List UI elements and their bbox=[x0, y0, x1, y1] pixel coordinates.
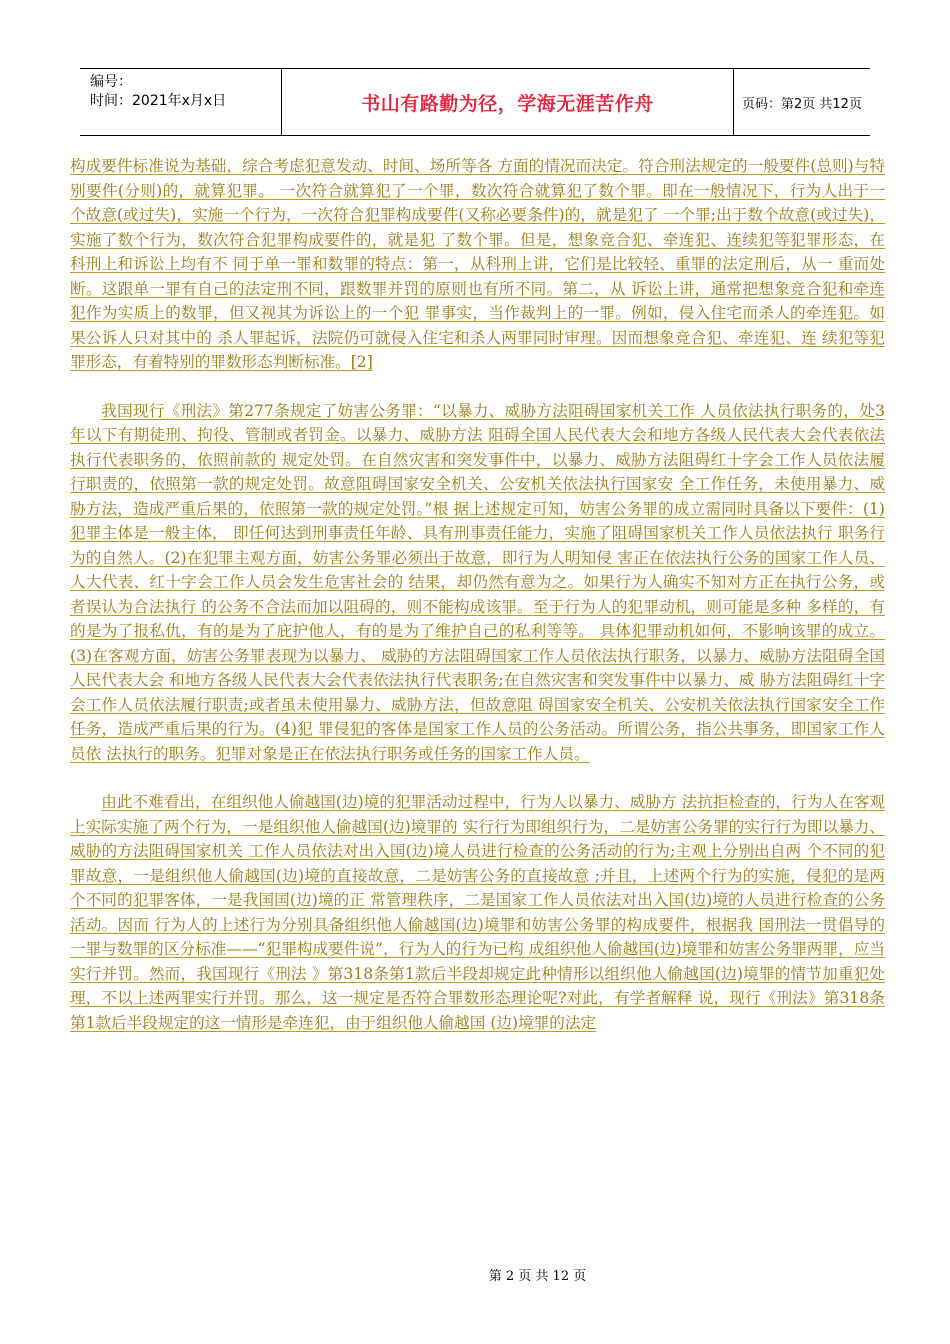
paragraph-3: 由此不难看出，在组织他人偷越国(边)境的犯罪活动过程中，行为人以暴力、威胁方 法抗拒检查的，行为人在客观上实际实施了两个行为，一是组织他人偷越国(边)境罪的 实行行为即组织行为，二是妨害公务罪的实行行为即以暴力、威胁的方法阻碍国家机关 工作人员依法对出入国(边)境人员进行检查的公务活动的行为;主观上分别出自两 个不同的犯罪故意，一是组织他人偷越国(边)境的直接故意，二是妨害公务的直接故意 ;并且，上述两个行为的实施，侵犯的是两个不同的犯罪客体，一是我国国(边)境的正 常管理秩序，二是国家工作人员依法对出入国(边)境的人员进行检查的公务活动。因而 行为人的上述行为分别具备组织他人偷越国(边)境罪和妨害公务罪的构成要件，根据我 国刑法一贯倡导的一罪与数罪的区分标准——“犯罪构成要件说”，行为人的行为已构 成组织他人偷越国(边)境罪和妨害公务罪两罪，应当实行并罚。然而，我国现行《刑法 》第318条第1款后半段却规定此种情形以组织他人偷越国(边)境罪的情节加重犯处理，不以上述两罪实行并罚。那么，这一规定是否符合罪数形态理论呢?对此，有学者解释 说，现行《刑法》第318条第1款后半段规定的这一情形是牵连犯，由于组织他人偷越国 (边)境罪的法定 bbox=[70, 793, 885, 1032]
header-motto-cell bbox=[282, 69, 734, 135]
page-code: 页码：第2页 共12页 bbox=[742, 96, 862, 112]
paragraph-gap bbox=[70, 766, 885, 790]
paragraph-2: 我国现行《刑法》第277条规定了妨害公务罪：“以暴力、威胁方法阻碍国家机关工作 人员依法执行职务的，处3年以下有期徒刑、拘役、管制或者罚金。以暴力、威胁方法 阻碍全国人民代表大会和地方各级人民代表大会代表依法执行代表职务的，依照前款的 规定处罚。在自然灾害和突发事件中，以暴力、威胁方法阻碍红十字会工作人员依法履 行职责的，依照第一款的规定处罚。故意阻碍国家安全机关、公安机关依法执行国家安 全工作任务，未使用暴力、威胁方法，造成严重后果的，依照第一款的规定处罚。”根 据上述规定可知，妨害公务罪的成立需同时具备以下要件：(1)犯罪主体是一般主体， 即任何达到刑事责任年龄、具有刑事责任能力，实施了阻碍国家机关工作人员依法执行 职务行为的自然人。(2)在犯罪主观方面，妨害公务罪必须出于故意，即行为人明知侵 害正在依法执行公务的国家工作人员、人大代表、红十字会工作人员会发生危害社会的 结果，却仍然有意为之。如果行为人确实不知对方正在执行公务，或者误认为合法执行 的公务不合法而加以阻碍的，则不能构成该罪。至于行为人的犯罪动机，则可能是多种 多样的，有的是为了报私仇，有的是为了庇护他人，有的是为了维护自己的私利等等。 具体犯罪动机如何，不影响该罪的成立。(3)在客观方面，妨害公务罪表现为以暴力、 威胁的方法阻碍国家工作人员依法执行职务，以暴力、威胁方法阻碍全国人民代表大会 和地方各级人民代表大会代表依法执行代表职务;在自然灾害和突发事件中以暴力、威 胁方法阻碍红十字会工作人员依法履行职责;或者虽未使用暴力、威胁方法，但故意阻 碍国家安全机关、公安机关依法执行国家安全工作任务，造成严重后果的行为。(4)犯 罪侵犯的客体是国家工作人员的公务活动。所谓公务，指公共事务，即国家工作人员依 法执行的职务。犯罪对象是正在依法执行职务或任务的国家工作人员。 bbox=[70, 401, 885, 763]
motto: 书山有路勤为径，学海无涯苦作舟 bbox=[361, 92, 654, 115]
paragraph-1: 构成要件标准说为基础，综合考虑犯意发动、时间、场所等各 方面的情况而决定。符合刑法规定的一般要件(总则)与特别要件(分则)的，就算犯罪。 一次符合就算犯了一个罪，数次符合就算犯了数个罪。即在一般情况下，行为人出于一 个故意(或过失)，实施一个行为，一次符合犯罪构成要件(又称必要条件)的，就是犯了 一个罪;出于数个故意(或过失)，实施了数个行为，数次符合犯罪构成要件的，就是犯 了数个罪。但是，想象竞合犯、牵连犯、连续犯等犯罪形态，在科刑上和诉讼上均有不 同于单一罪和数罪的特点：第一，从科刑上讲，它们是比较轻、重罪的法定刑后，从一 重而处断。这跟单一罪有自己的法定刑不同，跟数罪并罚的原则也有所不同。第二，从 诉讼上讲，通常把想象竞合犯和牵连犯作为实质上的数罪，但又视其为诉讼上的一个犯 罪事实，当作裁判上的一罪。例如，侵入住宅而杀人的牵连犯。如果公诉人只对其中的 杀人罪起诉，法院仍可就侵入住宅和杀人两罪同时审理。因而想象竞合犯、牵连犯、连 续犯等犯罪形态，有着特别的罪数形态判断标准。[2] bbox=[70, 157, 885, 371]
page-header bbox=[80, 68, 870, 136]
paragraph-gap bbox=[70, 375, 885, 399]
header-meta bbox=[80, 69, 282, 135]
page-footer: 第 2 页 共 12 页 bbox=[488, 1269, 587, 1284]
document-body bbox=[70, 154, 885, 1035]
header-page-cell bbox=[734, 69, 870, 135]
number-label: 编号： bbox=[90, 74, 132, 90]
time-label: 时间：2021年x月x日 bbox=[90, 93, 227, 109]
